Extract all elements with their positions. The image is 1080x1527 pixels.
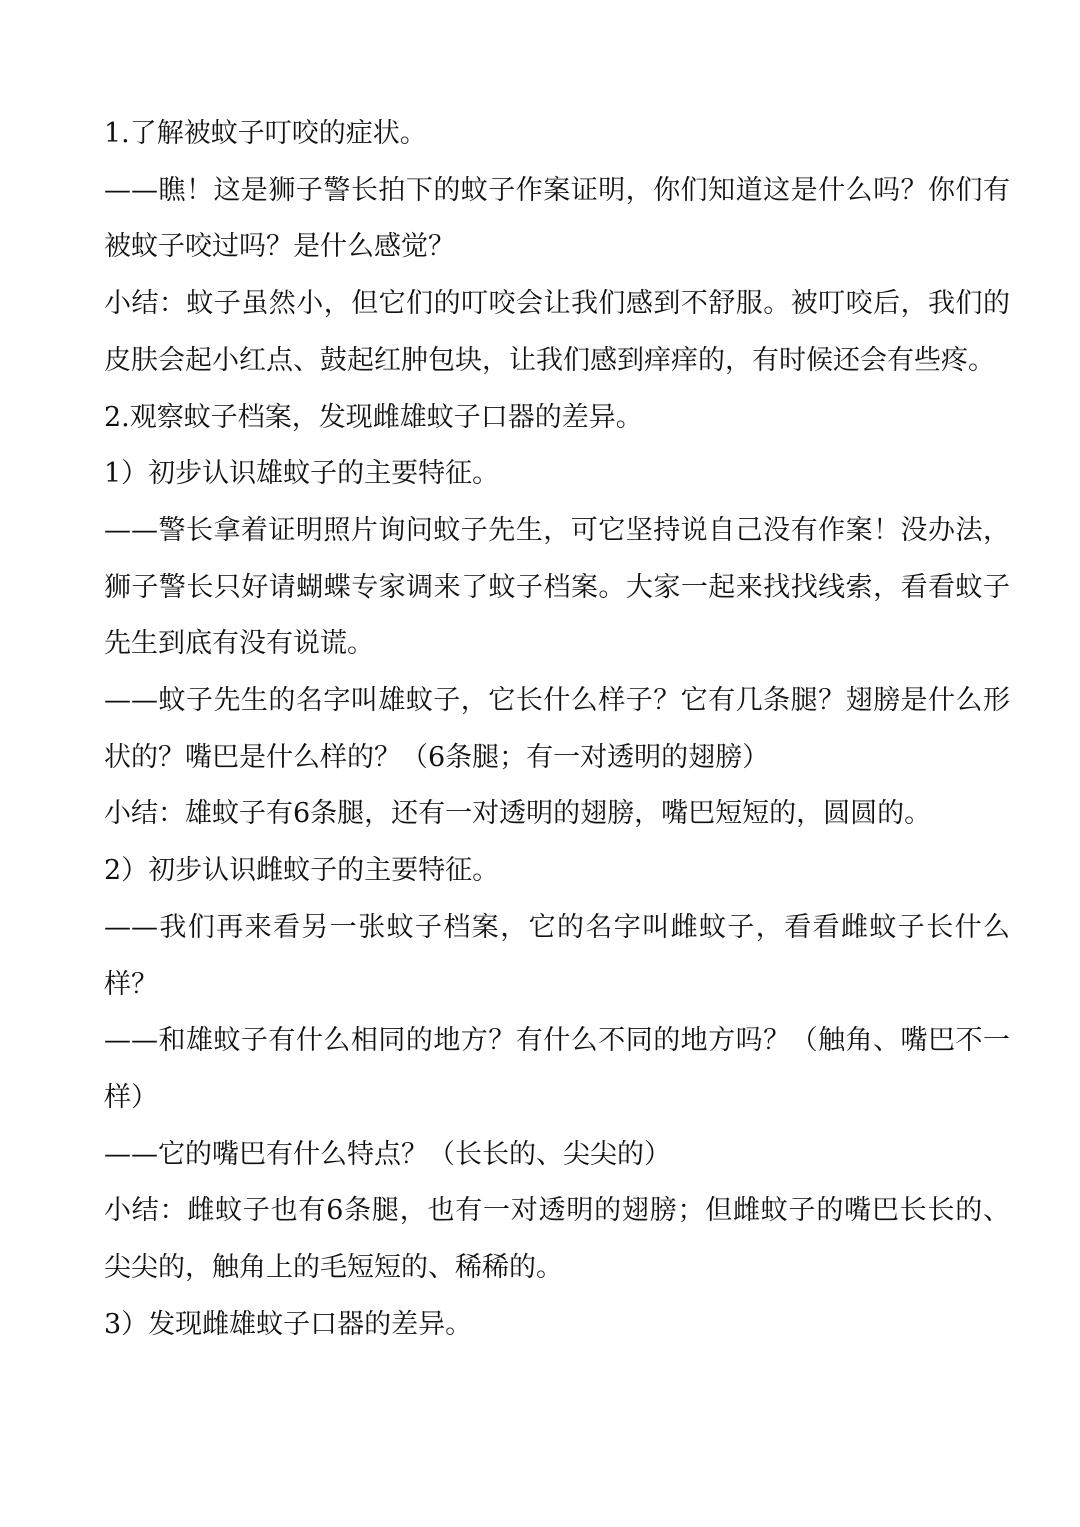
document-page	[104, 106, 1010, 1353]
teacher-prompt: ——我们再来看另一张蚊子档案，它的名字叫雌蚊子，看看雌蚊子长什么样？	[104, 911, 1010, 1000]
teacher-prompt: ——蚊子先生的名字叫雄蚊子，它长什么样子？它有几条腿？翅膀是什么形状的？嘴巴是什么样的？（6条腿；有一对透明的翅膀）	[104, 685, 1010, 773]
summary-paragraph: 小结：雄蚊子有6条腿，还有一对透明的翅膀，嘴巴短短的，圆圆的。	[104, 798, 932, 830]
teacher-prompt: ——和雄蚊子有什么相同的地方？有什么不同的地方吗？（触角、嘴巴不一样）	[104, 1025, 1010, 1113]
subsection-heading-3: 3）发现雌雄蚊子口器的差异。	[104, 1308, 473, 1340]
teacher-prompt: ——它的嘴巴有什么特点？（长长的、尖尖的）	[104, 1138, 671, 1170]
summary-paragraph: 小结：蚊子虽然小，但它们的叮咬会让我们感到不舒服。被叮咬后，我们的皮肤会起小红点、鼓起红肿包块，让我们感到痒痒的，有时候还会有些疼。	[104, 288, 1010, 376]
section-heading-2: 2.观察蚊子档案，发现雌雄蚊子口器的差异。	[104, 401, 643, 433]
subsection-heading-2: 2）初步认识雌蚊子的主要特征。	[104, 855, 500, 887]
section-heading-1: 1.了解被蚊子叮咬的症状。	[104, 118, 427, 149]
summary-paragraph: 小结：雌蚊子也有6条腿，也有一对透明的翅膀；但雌蚊子的嘴巴长长的、尖尖的，触角上的毛短短的、稀稀的。	[104, 1195, 1010, 1284]
subsection-heading-1: 1）初步认识雄蚊子的主要特征。	[104, 458, 500, 490]
teacher-prompt: ——警长拿着证明照片询问蚊子先生，可它坚持说自己没有作案！没办法，狮子警长只好请蝴蝶专家调来了蚊子档案。大家一起来找找线索，看看蚊子先生到底有没有说谎。	[104, 514, 1010, 660]
teacher-prompt: ——瞧！这是狮子警长拍下的蚊子作案证明，你们知道这是什么吗？你们有被蚊子咬过吗？是什么感觉？	[104, 174, 1010, 263]
